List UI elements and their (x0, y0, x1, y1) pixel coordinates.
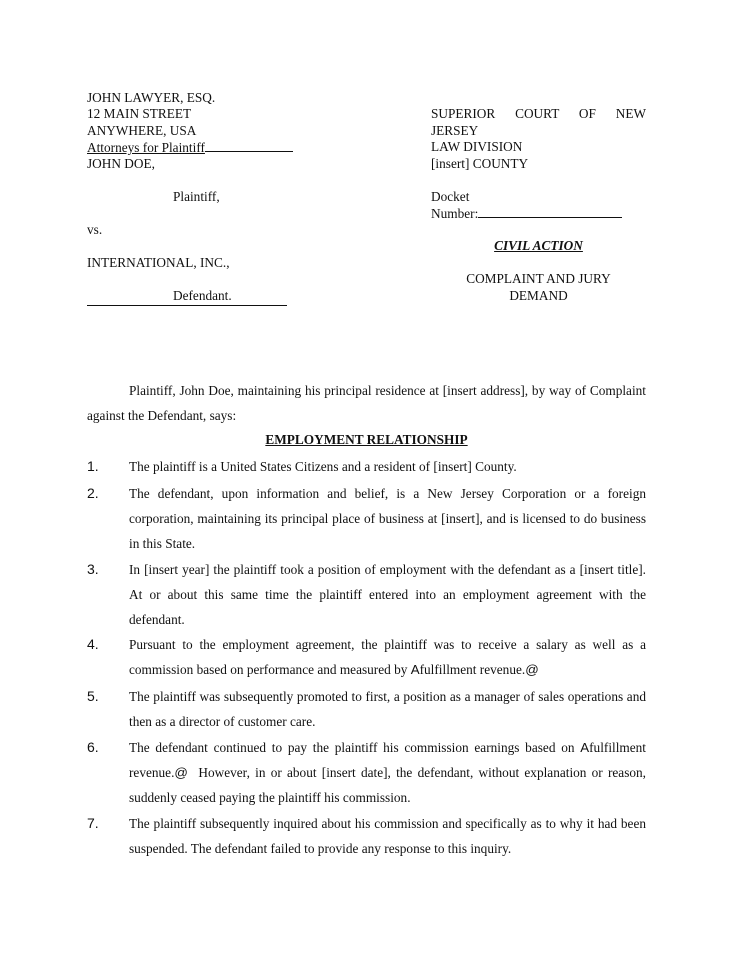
plaintiff-role: Plaintiff, (173, 189, 220, 204)
numbered-paragraph-5 (87, 684, 646, 734)
court-line-3: LAW DIVISION (431, 139, 523, 155)
docket-label-1: Docket (431, 189, 470, 204)
paragraph-text-part: The defendant continued to pay the plaintiff his commission earnings based on (129, 740, 581, 755)
paragraph-number: 1. (87, 458, 99, 474)
plaintiff-name: JOHN DOE, (87, 156, 155, 171)
close-quote-glyph: @ (525, 662, 539, 677)
paragraph-text: The plaintiff is a United States Citizens and a resident of [insert] County. (129, 459, 517, 474)
attorney-name: JOHN LAWYER, ESQ. (87, 90, 216, 105)
paragraph-text-part: fulfillment revenue. (419, 662, 526, 677)
numbered-paragraph-7 (87, 811, 646, 861)
paragraph-text-part: fulfillment revenue. (129, 740, 646, 780)
docket-line (431, 205, 622, 223)
paragraph-text (129, 632, 646, 682)
paragraph-text (129, 735, 650, 810)
numbered-paragraph-3 (87, 557, 646, 632)
complaint-title-line-2: DEMAND (509, 288, 568, 303)
numbered-paragraph-1 (87, 454, 646, 479)
attorneys-for-rule (205, 139, 293, 152)
court-block (431, 106, 646, 172)
docket-blank-rule (478, 205, 622, 218)
civil-action-heading: CIVIL ACTION (494, 238, 583, 253)
court-line-4: [insert] COUNTY (431, 155, 529, 171)
defendant-role: Defendant. (173, 288, 232, 303)
open-quote-glyph: A (410, 662, 420, 677)
intro-paragraph: Plaintiff, John Doe, maintaining his principal residence at [insert address], by way of Complaint against the Defendant, says: (87, 383, 646, 423)
attorneys-for-label: Attorneys for Plaintiff (87, 140, 205, 155)
paragraph-number: 7. (87, 815, 99, 831)
complaint-title-line-1: COMPLAINT AND JURY (466, 271, 611, 286)
defendant-name: INTERNATIONAL, INC., (87, 255, 230, 270)
paragraph-number: 2. (87, 485, 99, 501)
paragraph-text: The plaintiff subsequently inquired about his commission and specifically as to why it had been suspended. The defendant failed to provide any response to this inquiry. (129, 816, 646, 856)
docket-label-2: Number: (431, 206, 479, 221)
paragraph-text: The plaintiff was subsequently promoted to first, a position as a manager of sales operations and then as a director of customer care. (129, 689, 646, 729)
attorney-address-line-2: ANYWHERE, USA (87, 123, 197, 138)
paragraph-number: 6. (87, 739, 99, 755)
numbered-paragraph-4 (87, 632, 646, 682)
paragraph-text: The defendant, upon information and belief, is a New Jersey Corporation or a foreign corporation, maintaining its principal place of business at [insert], and is licensed to do business in this State. (129, 486, 646, 551)
paragraph-text: In [insert year] the plaintiff took a position of employment with the defendant as a [insert title]. At or about this same time the plaintiff entered into an employment agreement with the defendant. (129, 562, 646, 627)
open-quote-glyph: A (580, 740, 590, 755)
numbered-paragraph-2 (87, 481, 646, 556)
section-heading: EMPLOYMENT RELATIONSHIP (265, 432, 468, 447)
paragraph-number: 5. (87, 688, 99, 704)
close-quote-glyph: @ (174, 765, 188, 780)
attorney-address-line-1: 12 MAIN STREET (87, 106, 192, 121)
versus-label: vs. (87, 222, 103, 237)
court-line-2: JERSEY (431, 122, 479, 138)
attorneys-for-line (87, 139, 293, 157)
numbered-paragraph-6 (87, 735, 650, 810)
paragraph-text-part: However, in or about [insert date], the defendant, without explanation or reason, suddenly ceased paying the plaintiff his commission. (129, 765, 650, 805)
paragraph-number: 3. (87, 561, 99, 577)
paragraph-number: 4. (87, 636, 99, 652)
court-line-1: SUPERIOR COURT OF NEW (431, 106, 646, 121)
caption-divider-line (87, 305, 287, 306)
paragraph-text-part: Pursuant to the employment agreement, the plaintiff was to receive a salary as well as a commission based on performance and measured by (129, 637, 646, 677)
